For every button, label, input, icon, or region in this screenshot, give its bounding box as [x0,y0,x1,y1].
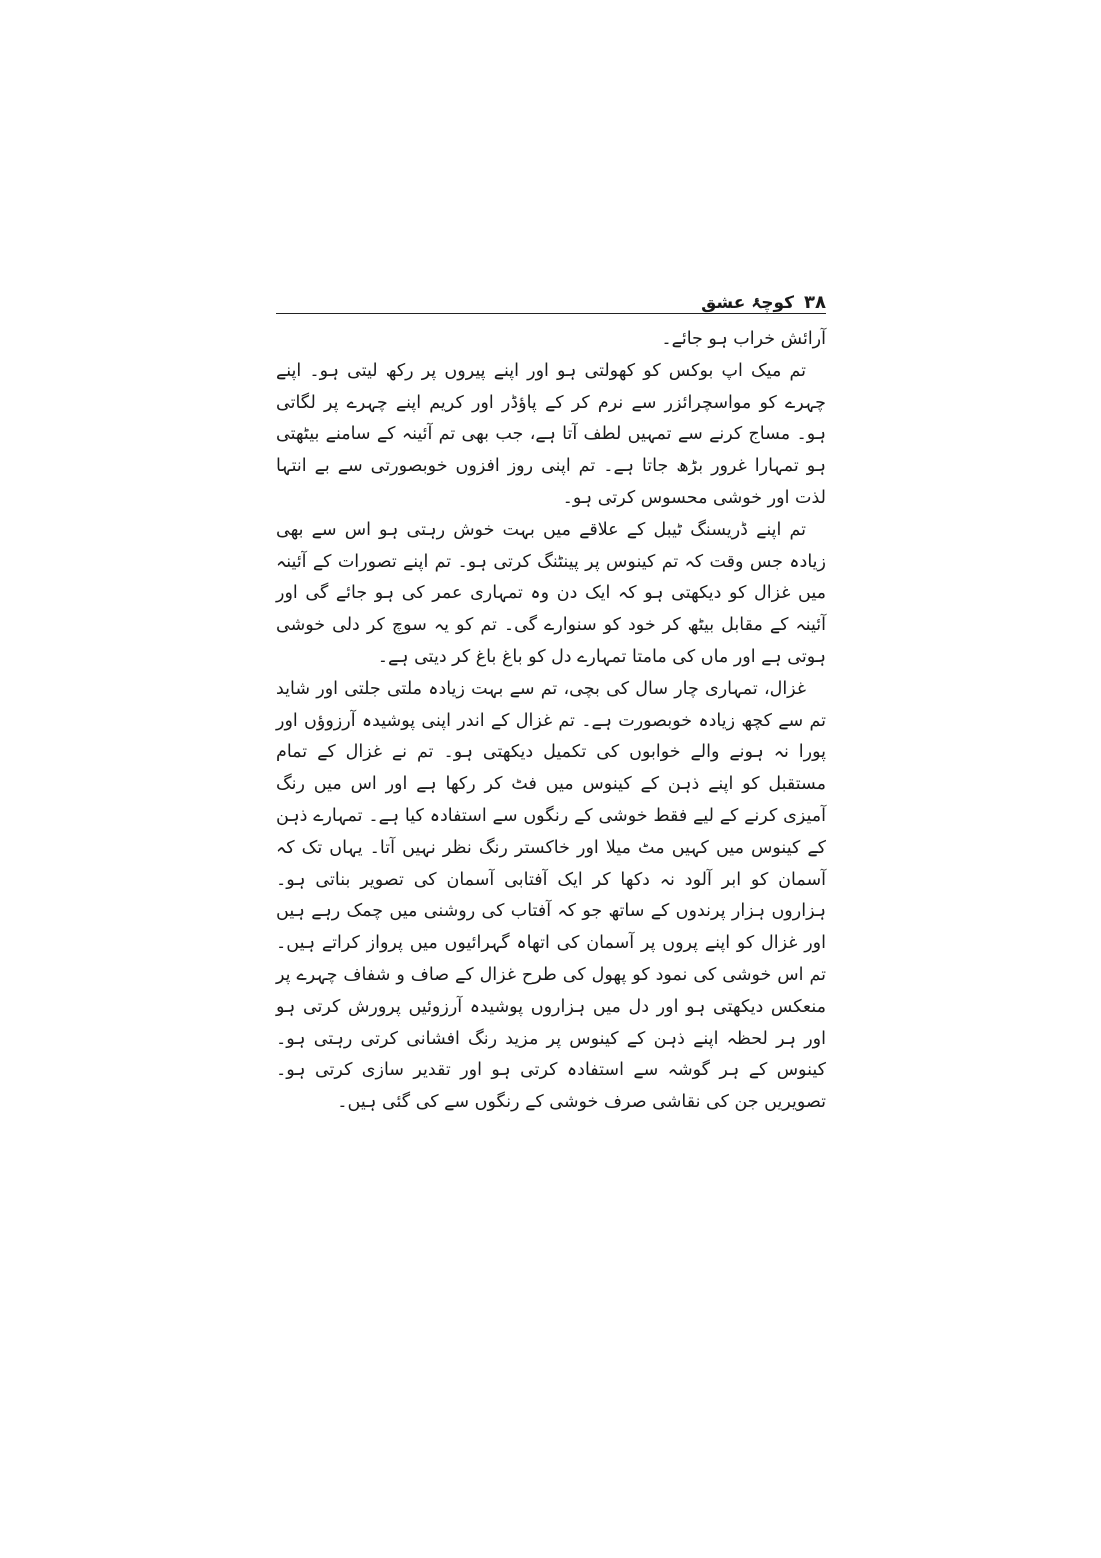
paragraph-4: غزال، تمہاری چار سال کی بچی، تم سے بہت زیادہ ملتی جلتی اور شاید تم سے کچھ زیادہ خوبصورت ہے۔ تم غزال کے اندر اپنی پوشیدہ آرزوؤں اور پورا نہ ہونے والے خوابوں کی تکمیل دیکھتی ہو۔ تم نے غزال کے تمام مستقبل کو اپنے ذہن کے کینوس میں فٹ کر رکھا ہے اور اس میں رنگ آمیزی کرنے کے لیے فقط خوشی کے رنگوں سے استفادہ کیا ہے۔ تمہارے ذہن کے کینوس میں کہیں مٹ میلا اور خاکستر رنگ نظر نہیں آتا۔ یہاں تک کہ آسمان کو ابر آلود نہ دکھا کر ایک آفتابی آسمان کی تصویر بناتی ہو۔ ہزاروں ہزار پرندوں کے ساتھ جو کہ آفتاب کی روشنی میں چمک رہے ہیں اور غزال کو اپنے پروں پر آسمان کی اتھاہ گہرائیوں میں پرواز کراتے ہیں۔ تم اس خوشی کی نمود کو پھول کی طرح غزال کے صاف و شفاف چہرے پر منعکس دیکھتی ہو اور دل میں ہزاروں پوشیدہ آرزوئیں پرورش کرتی ہو اور ہر لحظہ اپنے ذہن کے کینوس پر مزید رنگ افشانی کرتی رہتی ہو۔ کینوس کے ہر گوشہ سے استفادہ کرتی ہو اور تقدیر سازی کرتی ہو۔ تصویریں جن کی نقاشی صرف خوشی کے رنگوں سے کی گئی ہیں۔ [276,678,826,1113]
running-head [276,287,826,313]
body-text [276,324,826,1119]
paragraph-2: تم میک اپ بوکس کو کھولتی ہو اور اپنے پیروں پر رکھ لیتی ہو۔ اپنے چہرے کو مواسچرائزر سے نرم کر کے پاؤڈر اور کریم اپنے چہرے پر لگاتی ہو۔ مساج کرنے سے تمہیں لطف آتا ہے، جب بھی تم آئینہ کے سامنے بیٹھتی ہو تمہارا غرور بڑھ جاتا ہے۔ تم اپنی روز افزوں خوبصورتی سے بے انتہا لذت اور خوشی محسوس کرتی ہو۔ [276,360,826,508]
book-title: کوچۂ عشق [701,293,795,313]
page-number: ۳۸ [804,292,826,313]
paragraph-1: آرائش خراب ہو جائے۔ [661,329,826,349]
paragraph-3: تم اپنے ڈریسنگ ٹیبل کے علاقے میں بہت خوش رہتی ہو اس سے بھی زیادہ جس وقت کہ تم کینوس پر پینٹنگ کرتی ہو۔ تم اپنے تصورات کے آئینہ میں غزال کو دیکھتی ہو کہ ایک دن وہ تمہاری عمر کی ہو جائے گی اور آئینہ کے مقابل بیٹھ کر خود کو سنوارے گی۔ تم کو یہ سوچ کر دلی خوشی ہوتی ہے اور ماں کی مامتا تمہارے دل کو باغ باغ کر دیتی ہے۔ [276,519,826,667]
header-rule [276,313,826,314]
